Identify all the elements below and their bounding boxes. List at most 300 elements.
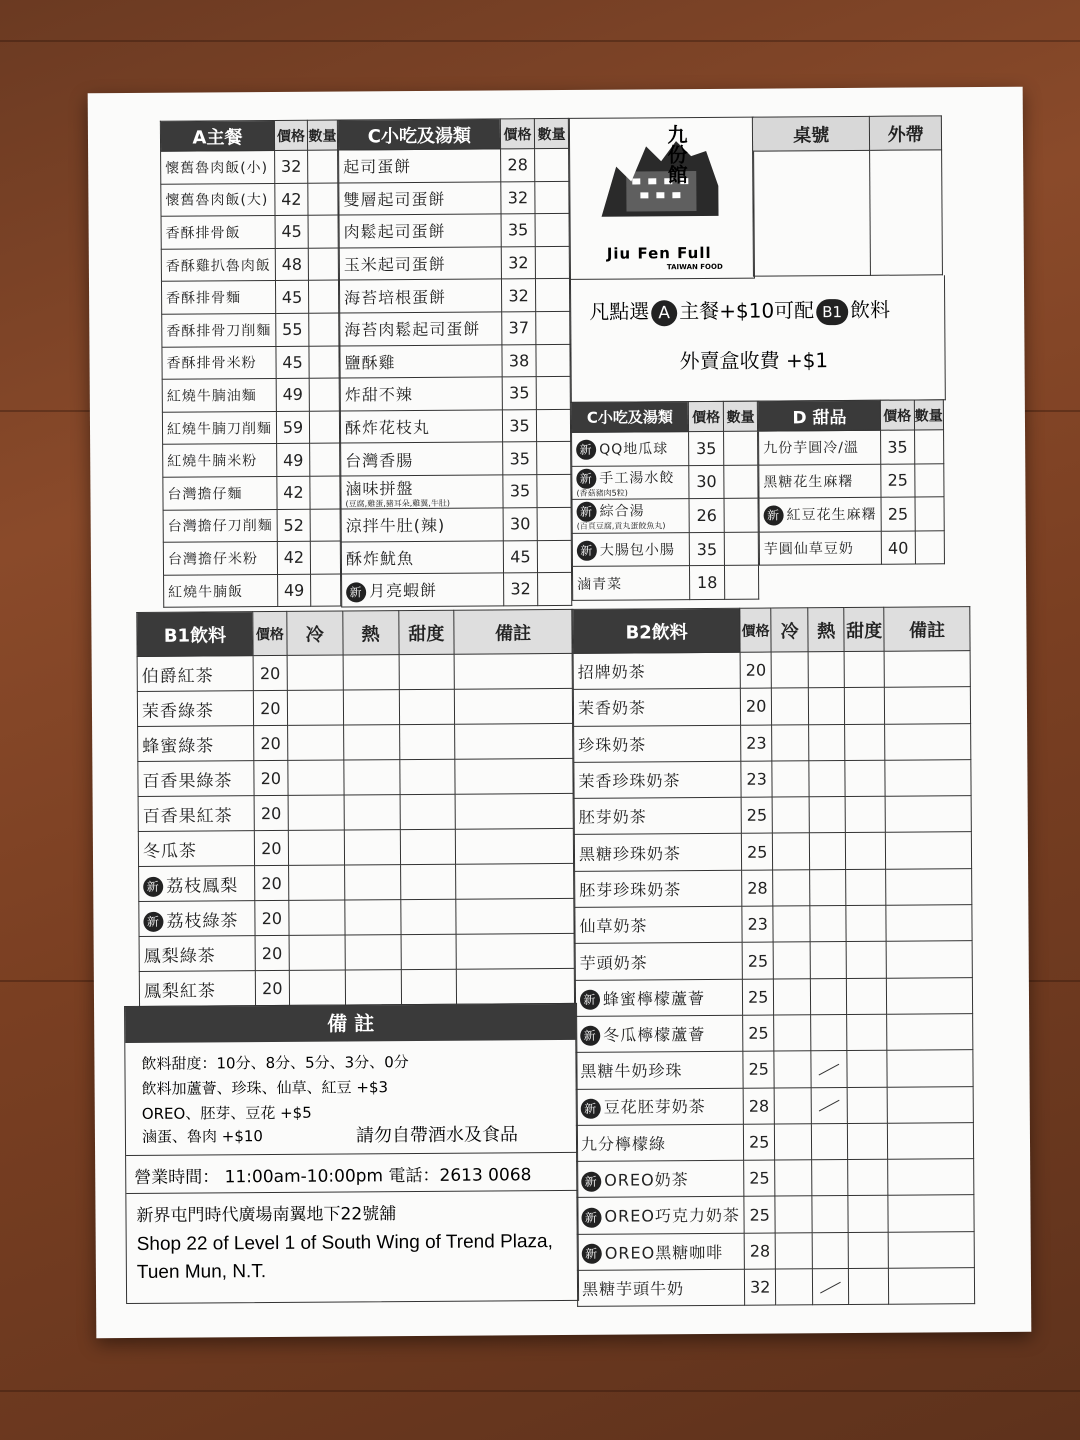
cold-header: 冷 <box>287 611 343 655</box>
hot-field[interactable] <box>812 1232 848 1269</box>
hot-field[interactable] <box>344 865 400 900</box>
remarks-field[interactable] <box>887 1050 973 1087</box>
cold-field[interactable] <box>773 978 811 1015</box>
sweetness-field[interactable] <box>845 796 885 833</box>
cold-field[interactable] <box>775 1160 813 1197</box>
item-name-text: 鳳梨紅茶 <box>143 980 217 1002</box>
menu-item-row <box>574 832 971 871</box>
badge-b1: B1 <box>816 298 848 324</box>
cold-field[interactable] <box>772 833 810 870</box>
sweetness-field[interactable] <box>848 1232 888 1269</box>
section-a-title: A主餐 <box>160 120 274 151</box>
new-badge-icon: 新 <box>580 1026 600 1046</box>
qty-field[interactable] <box>309 378 339 411</box>
menu-item-row <box>162 313 339 347</box>
item-price: 20 <box>253 690 287 725</box>
item-name-text: QQ地瓜球 <box>599 441 669 458</box>
item-price: 28 <box>500 149 535 182</box>
sweetness-field[interactable] <box>400 899 456 934</box>
hot-field[interactable] <box>343 725 399 760</box>
item-price: 23 <box>741 725 772 762</box>
logo-text: 九份館 <box>663 124 689 185</box>
item-name <box>575 906 743 943</box>
remarks-field[interactable] <box>456 898 574 934</box>
item-price: 42 <box>275 183 308 216</box>
item-name-text: 香酥雞扒魯肉飯 <box>165 257 271 275</box>
menu-item-row <box>339 214 569 248</box>
menu-item-row <box>138 723 573 761</box>
menu-item-row <box>573 651 970 690</box>
item-price: 32 <box>501 279 536 312</box>
item-name-text: 茉香珍珠奶茶 <box>578 771 681 791</box>
item-price: 32 <box>745 1269 776 1306</box>
menu-item-row <box>759 430 944 465</box>
item-name <box>575 979 743 1016</box>
sweetness-field[interactable] <box>399 724 455 759</box>
qty-field[interactable] <box>309 346 339 379</box>
item-name-text: 炸甜不辣 <box>344 385 413 405</box>
item-price: 20 <box>741 652 772 689</box>
remarks-field[interactable] <box>455 758 573 794</box>
cold-field[interactable] <box>773 906 811 943</box>
sweetness-field[interactable] <box>401 969 457 1004</box>
notes-title: 備 註 <box>125 1004 576 1043</box>
qty-field[interactable] <box>308 280 338 313</box>
item-price: 35 <box>502 409 537 442</box>
item-price: 32 <box>503 573 538 606</box>
item-price: 35 <box>689 532 725 566</box>
item-name <box>139 971 255 1007</box>
item-name <box>577 1197 745 1234</box>
hot-field[interactable] <box>344 760 400 795</box>
remarks-field[interactable] <box>455 723 573 759</box>
item-name <box>574 761 742 798</box>
item-price: 35 <box>502 475 537 508</box>
sweetness-note: 飲料甜度：10分、8分、5分、3分、0分 <box>141 1053 409 1073</box>
remarks-field[interactable] <box>457 968 575 1004</box>
qty-field[interactable] <box>310 509 340 542</box>
qty-field[interactable] <box>724 465 758 499</box>
sweetness-field[interactable] <box>847 1087 887 1124</box>
hot-field[interactable] <box>812 1196 848 1233</box>
new-badge-icon: 新 <box>577 540 597 560</box>
sweetness-field[interactable] <box>845 724 885 761</box>
menu-item-row <box>162 378 339 412</box>
promo-box <box>570 275 946 403</box>
cold-field[interactable] <box>288 830 344 865</box>
item-name <box>161 150 275 183</box>
qty-field[interactable] <box>537 507 571 540</box>
item-name-text: 伯爵紅茶 <box>141 665 214 687</box>
cold-field[interactable] <box>288 760 344 795</box>
qty-field[interactable] <box>914 463 944 497</box>
section-c1-title: C小吃及湯類 <box>338 119 500 150</box>
item-name <box>572 566 689 600</box>
qty-field[interactable] <box>535 181 569 214</box>
price-header: 價格 <box>880 400 914 430</box>
item-name <box>139 936 255 972</box>
menu-item-row <box>139 898 574 936</box>
item-name <box>572 499 689 533</box>
item-price: 20 <box>254 795 288 830</box>
item-name <box>162 411 276 444</box>
menu-item-row <box>138 828 573 866</box>
cold-field[interactable] <box>287 690 343 725</box>
item-name-text: 海苔肉鬆起司蛋餅 <box>344 319 481 340</box>
item-name-text: 香酥排骨麵 <box>166 290 242 307</box>
item-name-text: 台灣香腸 <box>345 450 414 471</box>
remarks-field[interactable] <box>456 863 574 899</box>
hot-field[interactable] <box>809 760 845 797</box>
item-price: 49 <box>276 378 309 411</box>
sweetness-field[interactable] <box>847 1014 887 1051</box>
hot-field[interactable] <box>809 724 845 761</box>
item-name-text: 酥炸魷魚 <box>345 548 415 569</box>
item-price: 42 <box>277 476 310 509</box>
qty-field[interactable] <box>538 573 572 606</box>
takeaway-field[interactable] <box>870 150 943 275</box>
item-price: 25 <box>744 1124 775 1161</box>
item-name-text: 鳳梨綠茶 <box>143 945 216 967</box>
table-no-field[interactable] <box>753 150 871 276</box>
remarks-field[interactable] <box>889 1231 975 1268</box>
remarks-field[interactable] <box>887 1014 973 1051</box>
qty-field[interactable] <box>536 279 570 312</box>
item-name <box>161 216 275 249</box>
cold-field[interactable] <box>774 1124 812 1161</box>
item-name-text: 黑糖花生麻糬 <box>763 473 854 491</box>
address-english: Shop 22 of Level 1 of South Wing of Trend Plaza, Tuen Mun, N.T. <box>136 1231 553 1283</box>
new-badge-icon: 新 <box>581 1208 601 1228</box>
cold-field[interactable] <box>775 1196 813 1233</box>
menu-item-row <box>163 443 340 477</box>
section-d-title: D 甜品 <box>758 400 880 431</box>
menu-item-row <box>341 474 571 509</box>
item-name <box>759 430 881 464</box>
qty-field[interactable] <box>914 430 944 464</box>
remarks-field[interactable] <box>455 793 573 829</box>
qty-field[interactable] <box>310 476 340 509</box>
remarks-field[interactable] <box>885 760 971 797</box>
remarks-field[interactable] <box>886 941 972 978</box>
cold-field[interactable] <box>772 761 810 798</box>
item-name <box>341 442 503 476</box>
item-name-text: 紅燒牛腩米粉 <box>167 453 258 470</box>
hot-field[interactable] <box>812 1160 848 1197</box>
qty-field[interactable] <box>536 344 570 377</box>
hot-header: 熱 <box>342 611 398 655</box>
new-badge-icon: 新 <box>582 1244 602 1264</box>
item-name-text: 胚芽奶茶 <box>578 807 647 828</box>
item-name <box>137 656 253 692</box>
section-b1-table <box>136 609 575 1007</box>
item-name <box>161 183 275 216</box>
sweetness-field[interactable] <box>399 654 455 689</box>
item-name <box>138 831 254 867</box>
sweetness-field[interactable] <box>399 759 455 794</box>
item-price: 37 <box>501 312 536 345</box>
menu-item-row <box>340 344 570 378</box>
qty-field[interactable] <box>535 214 569 247</box>
qty-field[interactable] <box>725 565 759 599</box>
item-name <box>162 313 276 346</box>
item-price: 25 <box>743 942 774 979</box>
remarks-field[interactable] <box>455 688 573 724</box>
item-name-text: 茉香奶茶 <box>577 698 647 719</box>
cold-field[interactable] <box>771 688 809 725</box>
item-name-text: 手工湯水餃 <box>599 470 675 487</box>
section-a-table <box>160 120 341 609</box>
qty-field[interactable] <box>308 150 338 183</box>
sweetness-field[interactable] <box>399 689 455 724</box>
hot-field[interactable] <box>344 830 400 865</box>
item-name-text: 冬瓜茶 <box>142 841 198 862</box>
item-name-text: 紅豆花生麻糬 <box>786 506 877 524</box>
cold-field[interactable] <box>775 1269 813 1306</box>
qty-field[interactable] <box>310 574 340 607</box>
remarks-field[interactable] <box>884 651 970 688</box>
item-name-text: OREO巧克力奶茶 <box>604 1206 741 1227</box>
remarks-field[interactable] <box>886 832 972 869</box>
menu-item-row <box>576 1014 973 1053</box>
qty-field[interactable] <box>309 313 339 346</box>
item-price: 45 <box>275 215 308 248</box>
menu-item-row <box>139 863 574 901</box>
hot-field[interactable] <box>810 869 846 906</box>
qty-field[interactable] <box>310 443 340 476</box>
item-price: 20 <box>253 655 287 690</box>
cold-field[interactable] <box>772 797 810 834</box>
item-price: 32 <box>500 181 535 214</box>
item-name <box>340 312 502 346</box>
item-price: 20 <box>254 830 288 865</box>
item-price: 20 <box>254 760 288 795</box>
cold-field[interactable] <box>772 724 810 761</box>
cold-field[interactable] <box>771 652 809 689</box>
item-name-text: 台灣擔仔刀削麵 <box>167 518 273 536</box>
sweetness-field[interactable] <box>844 651 884 688</box>
hot-field[interactable] <box>811 978 847 1015</box>
item-price: 18 <box>689 566 725 600</box>
hot-field[interactable] <box>809 688 845 725</box>
hot-field[interactable] <box>345 935 401 970</box>
sweetness-field[interactable] <box>848 1196 888 1233</box>
qty-field[interactable] <box>724 498 758 532</box>
qty-field[interactable] <box>308 183 338 216</box>
menu-item-row <box>161 183 338 217</box>
qty-field[interactable] <box>308 248 338 281</box>
sweetness-field[interactable] <box>846 942 886 979</box>
cold-field[interactable] <box>773 870 811 907</box>
item-price: 20 <box>254 865 288 900</box>
qty-field[interactable] <box>537 474 571 507</box>
sweetness-field[interactable] <box>848 1159 888 1196</box>
qty-field[interactable] <box>538 540 572 573</box>
item-price: 59 <box>276 411 309 444</box>
cold-field[interactable] <box>775 1232 813 1269</box>
menu-item-row <box>161 215 338 249</box>
remarks-field[interactable] <box>885 796 971 833</box>
cold-field[interactable] <box>774 1015 812 1052</box>
item-name-text: 起司蛋餅 <box>343 157 412 177</box>
item-name-text: 百香果紅茶 <box>142 805 233 827</box>
item-name-text: 紅燒牛腩刀削麵 <box>166 420 273 438</box>
cold-field[interactable] <box>289 935 345 970</box>
qty-field[interactable] <box>915 531 945 565</box>
remarks-field[interactable] <box>886 868 972 905</box>
remarks-field[interactable] <box>885 723 971 760</box>
item-name-text: 蜂蜜檸檬蘆薈 <box>602 988 706 1009</box>
menu-item-row <box>162 411 339 445</box>
qty-field[interactable] <box>536 246 570 279</box>
item-price: 48 <box>275 248 308 281</box>
section-c2-title: C小吃及湯類 <box>571 402 688 433</box>
item-price: 35 <box>501 214 536 247</box>
menu-item-row <box>577 1268 974 1307</box>
remarks-field[interactable] <box>888 1159 974 1196</box>
cold-field[interactable] <box>289 970 345 1005</box>
hot-field[interactable] <box>810 833 846 870</box>
sweetness-field[interactable] <box>400 864 456 899</box>
item-name-text: OREO奶茶 <box>604 1170 689 1190</box>
remarks-field[interactable] <box>888 1195 974 1232</box>
qty-field[interactable] <box>537 442 571 475</box>
menu-item-row <box>163 541 340 575</box>
remarks-field[interactable] <box>885 687 971 724</box>
qty-field[interactable] <box>915 497 945 531</box>
cold-field[interactable] <box>287 725 343 760</box>
cold-field[interactable] <box>288 865 344 900</box>
sweetness-field[interactable] <box>401 934 457 969</box>
hot-field[interactable] <box>344 795 400 830</box>
qty-header: 數量 <box>724 401 758 431</box>
hot-field[interactable] <box>343 655 399 690</box>
sweetness-field[interactable] <box>849 1268 889 1305</box>
qty-field[interactable] <box>310 541 340 574</box>
item-name <box>574 834 742 871</box>
sweetness-field[interactable] <box>847 1050 887 1087</box>
item-name-text: 芋頭奶茶 <box>579 952 648 973</box>
item-name-text: 台灣擔仔米粉 <box>167 551 258 568</box>
item-name-text: 酥炸花枝丸 <box>344 417 431 438</box>
item-name-text: 黑糖芋頭牛奶 <box>581 1279 685 1300</box>
qty-field[interactable] <box>309 411 339 444</box>
qty-field[interactable] <box>724 431 758 465</box>
menu-item-row <box>163 509 340 543</box>
sweetness-field[interactable] <box>846 905 886 942</box>
item-name-text: 珍珠奶茶 <box>578 735 647 755</box>
menu-item-row <box>342 573 572 607</box>
cold-field[interactable] <box>774 1051 812 1088</box>
address-chinese: 新界屯門時代廣場南翼地下22號舖 <box>136 1204 397 1226</box>
cold-field[interactable] <box>287 655 343 690</box>
item-name <box>161 248 275 281</box>
hot-field[interactable] <box>813 1269 849 1306</box>
remarks-field[interactable] <box>887 977 973 1014</box>
sweetness-field[interactable] <box>848 1123 888 1160</box>
remarks-field[interactable] <box>887 1086 973 1123</box>
sweetness-field[interactable] <box>400 794 456 829</box>
sweetness-field[interactable] <box>847 978 887 1015</box>
item-name <box>577 1269 745 1306</box>
remarks-field[interactable] <box>456 933 574 969</box>
item-name <box>574 725 742 762</box>
qty-header: 數量 <box>535 118 569 148</box>
price-header: 價格 <box>253 611 287 655</box>
hot-field[interactable] <box>811 1014 847 1051</box>
item-price: 32 <box>501 246 536 279</box>
cold-field[interactable] <box>288 795 344 830</box>
item-name <box>139 901 255 937</box>
menu-item-row <box>161 280 338 314</box>
hot-field[interactable] <box>345 970 401 1005</box>
item-price: 49 <box>278 574 311 607</box>
qty-field[interactable] <box>537 377 571 410</box>
item-name <box>759 497 881 531</box>
order-sheet <box>88 87 1032 1338</box>
item-price: 38 <box>502 344 537 377</box>
item-price: 28 <box>742 870 773 907</box>
qty-field[interactable] <box>535 148 569 181</box>
promo-line-2: 外賣盒收費 +$1 <box>679 348 829 374</box>
cold-field[interactable] <box>773 942 811 979</box>
cold-field[interactable] <box>289 900 345 935</box>
sweetness-field[interactable] <box>846 869 886 906</box>
menu-item-row <box>340 311 570 345</box>
qty-field[interactable] <box>725 532 759 566</box>
promo-line-1: 凡點選 A 主餐+$10可配 B1 飲料 <box>589 294 890 327</box>
hot-field[interactable] <box>812 1123 848 1160</box>
hot-field[interactable] <box>343 690 399 725</box>
remarks-header: 備註 <box>454 609 572 654</box>
hot-field[interactable] <box>811 1051 847 1088</box>
remarks-field[interactable] <box>888 1122 974 1159</box>
remarks-field[interactable] <box>454 653 572 689</box>
qty-header: 數量 <box>307 120 337 150</box>
remarks-field[interactable] <box>889 1268 975 1305</box>
hot-field[interactable] <box>809 797 845 834</box>
sweetness-field[interactable] <box>400 829 456 864</box>
hot-field[interactable] <box>811 1087 847 1124</box>
table-no-label: 桌號 <box>752 116 870 151</box>
hot-field[interactable] <box>808 652 844 689</box>
cold-field[interactable] <box>774 1087 812 1124</box>
remarks-header: 備註 <box>884 607 970 652</box>
menu-item-row <box>572 498 758 533</box>
item-name-text: OREO黑糖咖啡 <box>604 1242 724 1263</box>
menu-item-row <box>576 1086 973 1125</box>
item-name <box>572 465 689 499</box>
hot-field[interactable] <box>345 900 401 935</box>
brand-tagline: TAIWAN FOOD <box>666 262 723 272</box>
hot-field[interactable] <box>810 906 846 943</box>
remarks-field[interactable] <box>456 828 574 864</box>
item-name <box>575 943 743 980</box>
item-price: 40 <box>881 531 915 565</box>
sweetness-field[interactable] <box>845 760 885 797</box>
qty-field[interactable] <box>536 311 570 344</box>
item-name-text: 百香果綠茶 <box>142 770 233 792</box>
qty-field[interactable] <box>308 215 338 248</box>
sweetness-field[interactable] <box>846 833 886 870</box>
notes-box <box>124 1003 579 1304</box>
remarks-field[interactable] <box>886 905 972 942</box>
hot-field[interactable] <box>810 942 846 979</box>
item-name-text: 香酥排骨米粉 <box>166 355 257 373</box>
sweetness-field[interactable] <box>844 688 884 725</box>
qty-field[interactable] <box>537 409 571 442</box>
item-name <box>576 1051 744 1088</box>
